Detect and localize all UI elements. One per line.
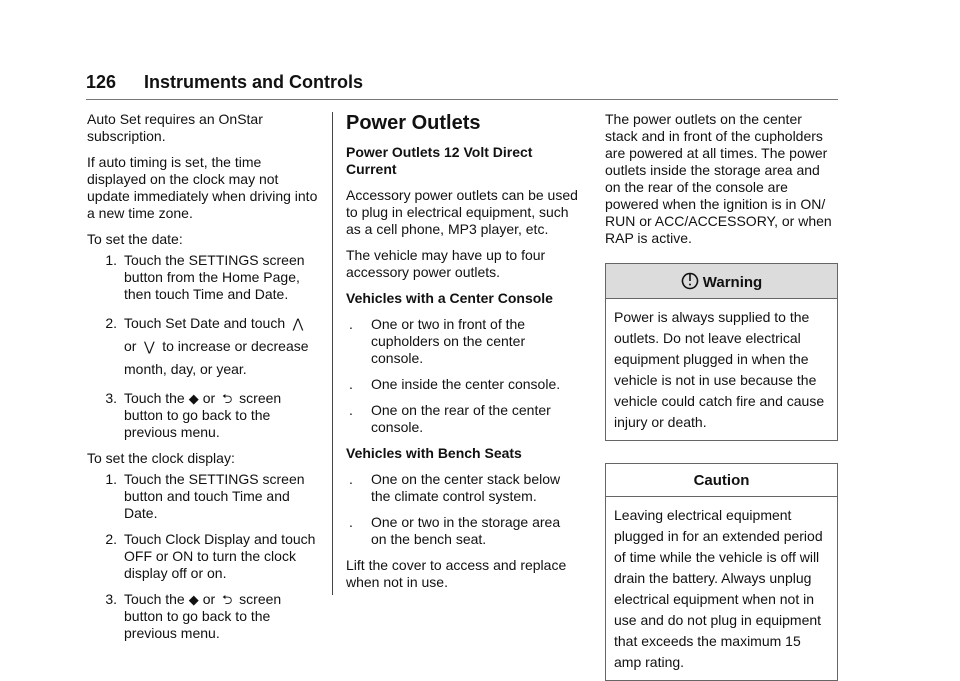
list-item: . One on the rear of the center console. [349,402,551,435]
list-item: . One or two in the storage area on the bench seat. [349,514,561,547]
down-arrow-icon: ⋁ [144,339,155,354]
caution-box [605,463,838,681]
section-heading: Power Outlets [346,112,481,134]
list-item: . One inside the center console. [349,376,561,392]
center-console-heading: Vehicles with a Center Console [346,290,553,306]
outlets-count: The vehicle may have up to four accessory power outlets. [346,247,546,280]
caution-header: Caution [606,464,837,497]
warning-text: Power is always supplied to the outlets. Do not leave electrical equipment plugged in when the vehicle is not in use because the vehicle could catch fire and cause injury or death. [614,309,825,430]
outlets-intro: Accessory power outlets can be used to plug in electrical equipment, such as a cell phone, MP3 player, etc. [346,187,578,237]
date-step-3: 3. Touch the ◆ or ⮌ screen button to go back to the previous menu. [105,390,282,440]
clock-step-3: 3. Touch the ◆ or ⮌ screen button to go back to the previous menu. [105,591,282,641]
warning-title: Warning [702,274,763,291]
warning-box [605,263,838,441]
return-icon: ⮌ [221,592,233,607]
date-intro: To set the date: [87,231,183,247]
clock-steps [87,471,319,642]
subheading: Power Outlets 12 Volt Direct Current [346,144,533,177]
warning-header [606,264,837,299]
section-title: Instruments and Controls [144,72,364,92]
header-rule [86,99,838,100]
cover-note: Lift the cover to access and replace when not in use. [346,557,567,590]
column-3 [605,111,838,681]
column-1 [87,111,319,651]
list-item: . One or two in front of the cupholders on the center console. [349,316,526,366]
column-2 [346,111,578,600]
center-console-list [346,316,578,436]
warning-icon [681,272,699,290]
caution-text: Leaving electrical equipment plugged in for an extended period of time while the vehicle is off will drain the battery. Always unplug electrical equipment when not in use and do not plug in equipment that exceeds the maximum 15 amp rating. [614,507,823,670]
column-divider [332,112,333,595]
onstar-note: Auto Set requires an OnStar subscription. [87,111,263,144]
clock-step-1: 1. Touch the SETTINGS screen button and touch Time and Date. [105,471,305,521]
up-arrow-icon: ⋀ [292,316,304,331]
auto-timing-note: If auto timing is set, the time displayed on the clock may not update immediately when driving into a new time zone. [87,154,318,221]
back-icon: ◆ [188,391,199,406]
clock-intro: To set the clock display: [87,450,235,466]
bench-seats-list [346,471,578,548]
page-number: 126 [86,72,117,92]
list-item: . One on the center stack below the climate control system. [349,471,561,504]
bench-seats-heading: Vehicles with Bench Seats [346,445,522,461]
page-header [86,70,838,94]
return-icon: ⮌ [221,391,233,406]
back-icon: ◆ [188,592,199,607]
date-steps [87,252,319,441]
clock-step-2: 2. Touch Clock Display and touch OFF or ON to turn the clock display off or on. [105,531,316,581]
outlets-power-note: The power outlets on the center stack and in front of the cupholders are powered at all times. The power outlets inside the storage area and on the rear of the console are powered when the ignition is in ON/ RUN or ACC/ACCESSORY, or when RAP is active. [605,111,832,246]
date-step-1: 1. Touch the SETTINGS screen button from the Home Page, then touch Time and Date. [105,252,305,302]
date-step-2: 2. Touch Set Date and touch ⋀ or ⋁ to increase or decrease month, day, or year. [87,312,319,381]
